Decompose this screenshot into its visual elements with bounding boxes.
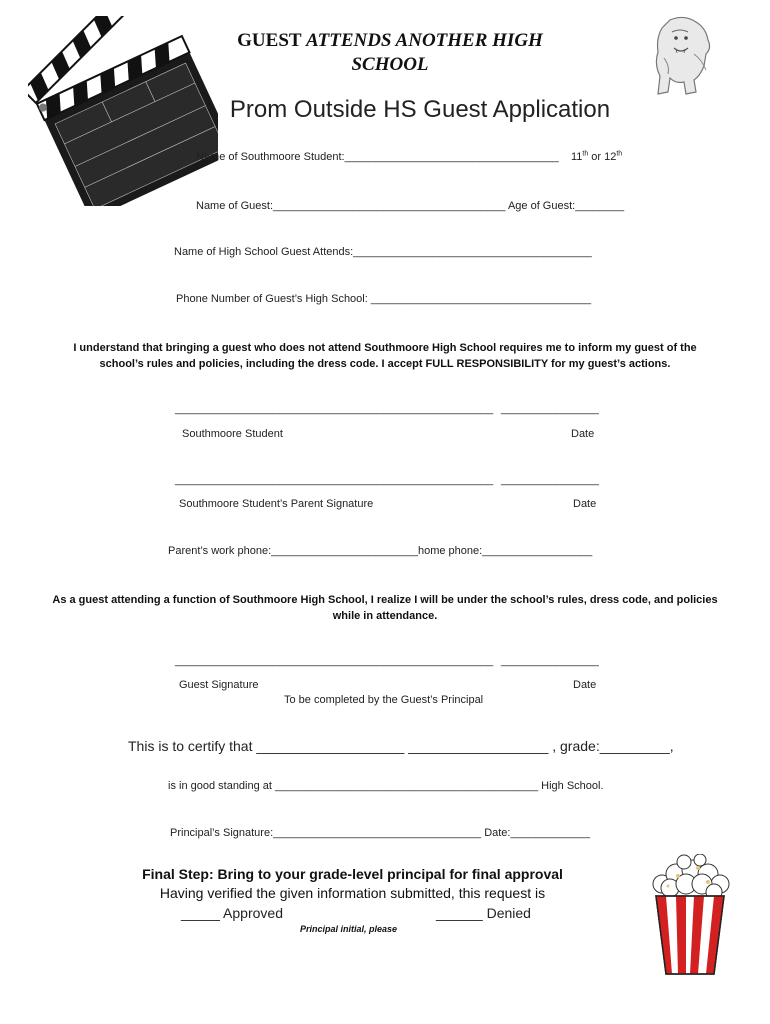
approved-option[interactable]: _____ Approved — [181, 905, 283, 921]
student-signature-line[interactable]: ____________________________________________________ — [175, 403, 494, 415]
certify-field[interactable]: This is to certify that ___________________ __________________ , grade:_________, — [128, 738, 674, 754]
guest-date-label: Date — [573, 679, 597, 691]
guest-signature-line[interactable]: ____________________________________________________ — [175, 655, 494, 667]
final-step: Final Step: Bring to your grade-level principal for final approval — [142, 866, 563, 882]
parent-signature-label: Southmoore Student’s Parent Signature — [179, 498, 374, 510]
denied-option[interactable]: ______ Denied — [436, 905, 531, 921]
grade-12-sup: th — [616, 150, 623, 158]
standing-field[interactable]: is in good standing at ___________________________________________ High School. — [168, 780, 604, 792]
guest-signature-label: Guest Signature — [179, 679, 259, 691]
principal-note: To be completed by the Guest’s Principal — [284, 694, 484, 706]
student-name-field[interactable] — [196, 151, 622, 163]
guest-agreement-text: As a guest attending a function of Southmoore High School, I realize I will be under the school’s rules, dress code, and policies while in attendance. — [52, 594, 718, 622]
grade-or: or 12 — [588, 151, 617, 163]
guest-school-field[interactable]: Name of High School Guest Attends:_______________________________________ — [174, 246, 592, 258]
header-italic-2: SCHOOL — [351, 54, 429, 75]
header-plain: GUEST — [237, 30, 306, 51]
guest-name-field[interactable]: Name of Guest:______________________________________ Age of Guest:________ — [196, 200, 625, 212]
parent-phones-field[interactable]: Parent’s work phone:________________________home phone:__________________ — [168, 545, 593, 557]
header-line-1 — [0, 30, 770, 52]
parent-signature-line[interactable]: ____________________________________________________ — [175, 474, 494, 486]
student-name-label: Name of Southmoore Student:___________________________________ — [196, 151, 559, 163]
student-signature-label: Southmoore Student — [182, 428, 283, 440]
grade-11-sup: th — [582, 150, 589, 158]
header-line-2 — [0, 54, 770, 76]
guest-date-line[interactable]: ________________ — [501, 655, 599, 667]
principal-initial-note: Principal initial, please — [300, 924, 398, 934]
responsibility-text: I understand that bringing a guest who does not attend Southmoore High School requires me to inform my guest of the school’s rules and policies, including the dress code. I accept FULL RESPONSIBILITY for my guest’s actions. — [73, 342, 697, 370]
page-title: Prom Outside HS Guest Application — [229, 96, 611, 123]
popcorn-icon — [648, 854, 732, 978]
guest-phone-field[interactable]: Phone Number of Guest’s High School: ____________________________________ — [176, 293, 592, 305]
principal-signature-field[interactable]: Principal’s Signature:__________________________________ Date:_____________ — [170, 827, 591, 839]
header-italic: ATTENDS ANOTHER HIGH — [305, 30, 543, 51]
verified-text: Having verified the given information submitted, this request is — [159, 885, 546, 901]
student-date-line[interactable]: ________________ — [501, 403, 599, 415]
parent-date-line[interactable]: ________________ — [501, 474, 599, 486]
student-date-label: Date — [571, 428, 595, 440]
grade-11: 11 — [570, 151, 583, 163]
parent-date-label: Date — [573, 498, 597, 510]
